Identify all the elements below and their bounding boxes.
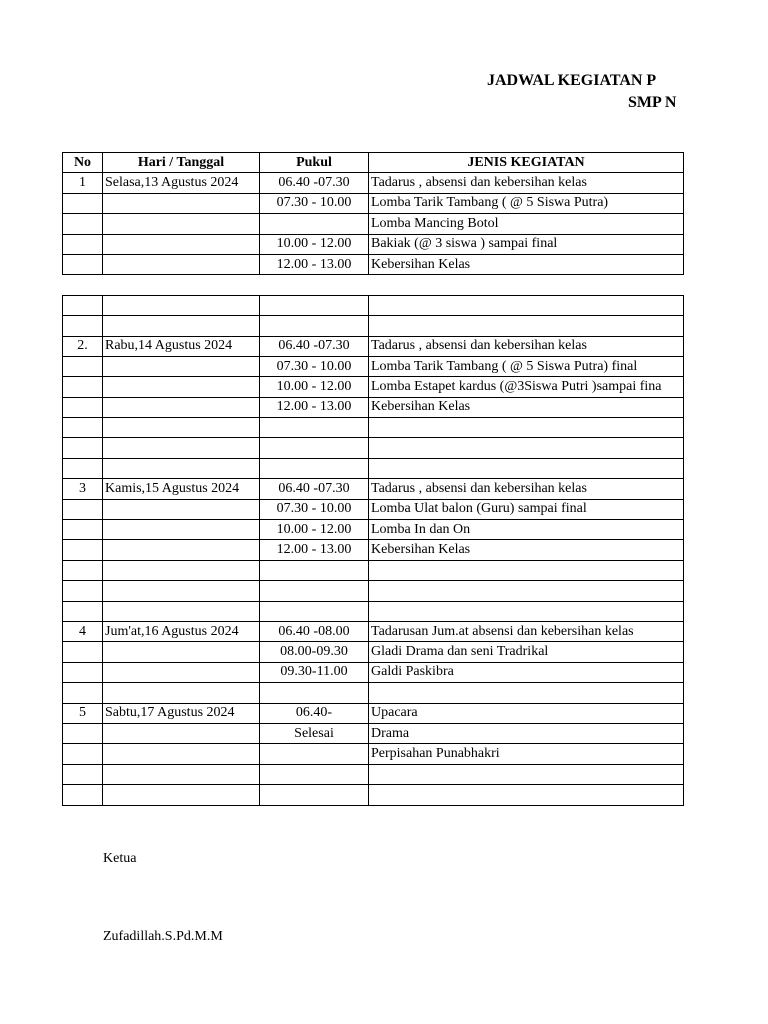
row-no: 1 xyxy=(63,173,103,193)
schedule-table xyxy=(62,152,684,806)
row-activity xyxy=(369,560,684,580)
row-no xyxy=(63,458,103,478)
row-activity xyxy=(369,785,684,805)
row-activity: Tadarus , absensi dan kebersihan kelas xyxy=(369,173,684,193)
row-activity: Gladi Drama dan seni Tradrikal xyxy=(369,642,684,662)
row-no xyxy=(63,397,103,417)
row-activity: Upacara xyxy=(369,703,684,723)
row-day xyxy=(103,581,260,601)
table-row xyxy=(63,520,684,540)
row-no: 4 xyxy=(63,621,103,641)
document-title: JADWAL KEGIATAN P xyxy=(487,72,657,89)
row-no xyxy=(63,254,103,274)
row-no xyxy=(63,193,103,213)
signature-name: Zufadillah.S.Pd.M.M xyxy=(103,929,223,944)
row-day: Jum'at,16 Agustus 2024 xyxy=(103,621,260,641)
table-row xyxy=(63,214,684,234)
table-row xyxy=(63,560,684,580)
row-day: Selasa,13 Agustus 2024 xyxy=(103,173,260,193)
row-day xyxy=(103,234,260,254)
row-no xyxy=(63,642,103,662)
table-header-row xyxy=(63,153,684,173)
table-row xyxy=(63,764,684,784)
row-day xyxy=(103,458,260,478)
table-row xyxy=(63,540,684,560)
row-no xyxy=(63,520,103,540)
row-day xyxy=(103,193,260,213)
row-no xyxy=(63,234,103,254)
row-activity: Lomba In dan On xyxy=(369,520,684,540)
row-time xyxy=(260,438,369,458)
row-time: 12.00 - 13.00 xyxy=(260,254,369,274)
row-time: 10.00 - 12.00 xyxy=(260,520,369,540)
row-time: 10.00 - 12.00 xyxy=(260,234,369,254)
row-no xyxy=(63,581,103,601)
row-time xyxy=(260,560,369,580)
row-day: Sabtu,17 Agustus 2024 xyxy=(103,703,260,723)
row-day xyxy=(103,744,260,764)
row-time: 08.00-09.30 xyxy=(260,642,369,662)
table-gap-row xyxy=(63,275,684,295)
row-day xyxy=(103,785,260,805)
row-activity: Lomba Tarik Tambang ( @ 5 Siswa Putra) xyxy=(369,193,684,213)
table-row xyxy=(63,336,684,356)
row-activity: Kebersihan Kelas xyxy=(369,540,684,560)
row-activity: Kebersihan Kelas xyxy=(369,397,684,417)
table-row xyxy=(63,418,684,438)
row-day xyxy=(103,764,260,784)
row-day xyxy=(103,214,260,234)
table-row xyxy=(63,193,684,213)
row-time xyxy=(260,785,369,805)
row-time xyxy=(260,581,369,601)
row-activity xyxy=(369,295,684,315)
row-time: 06.40 -07.30 xyxy=(260,479,369,499)
row-day xyxy=(103,723,260,743)
row-day xyxy=(103,295,260,315)
row-time: 07.30 - 10.00 xyxy=(260,356,369,376)
table-row xyxy=(63,499,684,519)
row-no xyxy=(63,785,103,805)
row-time: 12.00 - 13.00 xyxy=(260,540,369,560)
table-row xyxy=(63,744,684,764)
row-no xyxy=(63,418,103,438)
row-no xyxy=(63,601,103,621)
row-no xyxy=(63,214,103,234)
row-time: 06.40 -07.30 xyxy=(260,336,369,356)
table-row xyxy=(63,683,684,703)
row-activity: Perpisahan Punabhakri xyxy=(369,744,684,764)
row-no: 5 xyxy=(63,703,103,723)
table-row xyxy=(63,356,684,376)
row-activity xyxy=(369,764,684,784)
row-day xyxy=(103,662,260,682)
row-day xyxy=(103,520,260,540)
table-row xyxy=(63,438,684,458)
row-day xyxy=(103,683,260,703)
row-time: 12.00 - 13.00 xyxy=(260,397,369,417)
table-row xyxy=(63,234,684,254)
table-row xyxy=(63,662,684,682)
row-no xyxy=(63,438,103,458)
header-no: No xyxy=(63,153,103,173)
row-day xyxy=(103,254,260,274)
row-no xyxy=(63,316,103,336)
gap-cell xyxy=(103,275,260,295)
table-row xyxy=(63,295,684,315)
row-day xyxy=(103,438,260,458)
header-day: Hari / Tanggal xyxy=(103,153,260,173)
row-activity: Drama xyxy=(369,723,684,743)
row-no xyxy=(63,295,103,315)
table-row xyxy=(63,316,684,336)
row-no xyxy=(63,683,103,703)
row-day xyxy=(103,356,260,376)
row-activity: Lomba Ulat balon (Guru) sampai final xyxy=(369,499,684,519)
row-activity xyxy=(369,683,684,703)
row-activity: Tadarus , absensi dan kebersihan kelas xyxy=(369,479,684,499)
row-activity xyxy=(369,458,684,478)
row-day xyxy=(103,377,260,397)
row-time: Selesai xyxy=(260,723,369,743)
row-day xyxy=(103,642,260,662)
row-time xyxy=(260,744,369,764)
row-day xyxy=(103,560,260,580)
row-no xyxy=(63,723,103,743)
row-no xyxy=(63,662,103,682)
table-row xyxy=(63,173,684,193)
row-day xyxy=(103,601,260,621)
row-time xyxy=(260,418,369,438)
row-activity xyxy=(369,601,684,621)
row-activity: Tadarus , absensi dan kebersihan kelas xyxy=(369,336,684,356)
table-row xyxy=(63,723,684,743)
table-row xyxy=(63,479,684,499)
row-activity xyxy=(369,438,684,458)
row-activity xyxy=(369,418,684,438)
row-no xyxy=(63,499,103,519)
row-time xyxy=(260,295,369,315)
row-day: Rabu,14 Agustus 2024 xyxy=(103,336,260,356)
row-no xyxy=(63,744,103,764)
row-activity: Lomba Estapet kardus (@3Siswa Putri )sampai fina xyxy=(369,377,684,397)
row-day xyxy=(103,540,260,560)
row-activity xyxy=(369,316,684,336)
row-time: 10.00 - 12.00 xyxy=(260,377,369,397)
row-time xyxy=(260,214,369,234)
table-row xyxy=(63,581,684,601)
gap-cell xyxy=(63,275,103,295)
row-time xyxy=(260,316,369,336)
row-no xyxy=(63,540,103,560)
row-day xyxy=(103,418,260,438)
row-no xyxy=(63,377,103,397)
table-row xyxy=(63,703,684,723)
gap-cell xyxy=(260,275,369,295)
table-row xyxy=(63,601,684,621)
table-row xyxy=(63,785,684,805)
row-no xyxy=(63,560,103,580)
header-time: Pukul xyxy=(260,153,369,173)
row-time: 06.40- xyxy=(260,703,369,723)
row-day xyxy=(103,499,260,519)
row-time xyxy=(260,764,369,784)
row-activity: Galdi Paskibra xyxy=(369,662,684,682)
row-activity: Bakiak (@ 3 siswa ) sampai final xyxy=(369,234,684,254)
row-time: 09.30-11.00 xyxy=(260,662,369,682)
row-no xyxy=(63,356,103,376)
row-activity xyxy=(369,581,684,601)
signature-role: Ketua xyxy=(103,851,137,866)
row-day xyxy=(103,397,260,417)
row-day xyxy=(103,316,260,336)
table-row xyxy=(63,397,684,417)
table-row xyxy=(63,458,684,478)
row-time: 06.40 -08.00 xyxy=(260,621,369,641)
row-activity: Tadarusan Jum.at absensi dan kebersihan kelas xyxy=(369,621,684,641)
row-time: 07.30 - 10.00 xyxy=(260,499,369,519)
row-time xyxy=(260,601,369,621)
row-time xyxy=(260,458,369,478)
row-activity: Lomba Tarik Tambang ( @ 5 Siswa Putra) final xyxy=(369,356,684,376)
row-time: 06.40 -07.30 xyxy=(260,173,369,193)
row-time xyxy=(260,683,369,703)
row-no: 2. xyxy=(63,336,103,356)
document-subtitle: SMP N xyxy=(628,94,677,111)
row-no: 3 xyxy=(63,479,103,499)
table-row xyxy=(63,642,684,662)
header-activity: JENIS KEGIATAN xyxy=(369,153,684,173)
table-row xyxy=(63,377,684,397)
row-activity: Kebersihan Kelas xyxy=(369,254,684,274)
gap-cell xyxy=(369,275,684,295)
row-time: 07.30 - 10.00 xyxy=(260,193,369,213)
row-day: Kamis,15 Agustus 2024 xyxy=(103,479,260,499)
row-activity: Lomba Mancing Botol xyxy=(369,214,684,234)
table-row xyxy=(63,621,684,641)
row-no xyxy=(63,764,103,784)
table-row xyxy=(63,254,684,274)
